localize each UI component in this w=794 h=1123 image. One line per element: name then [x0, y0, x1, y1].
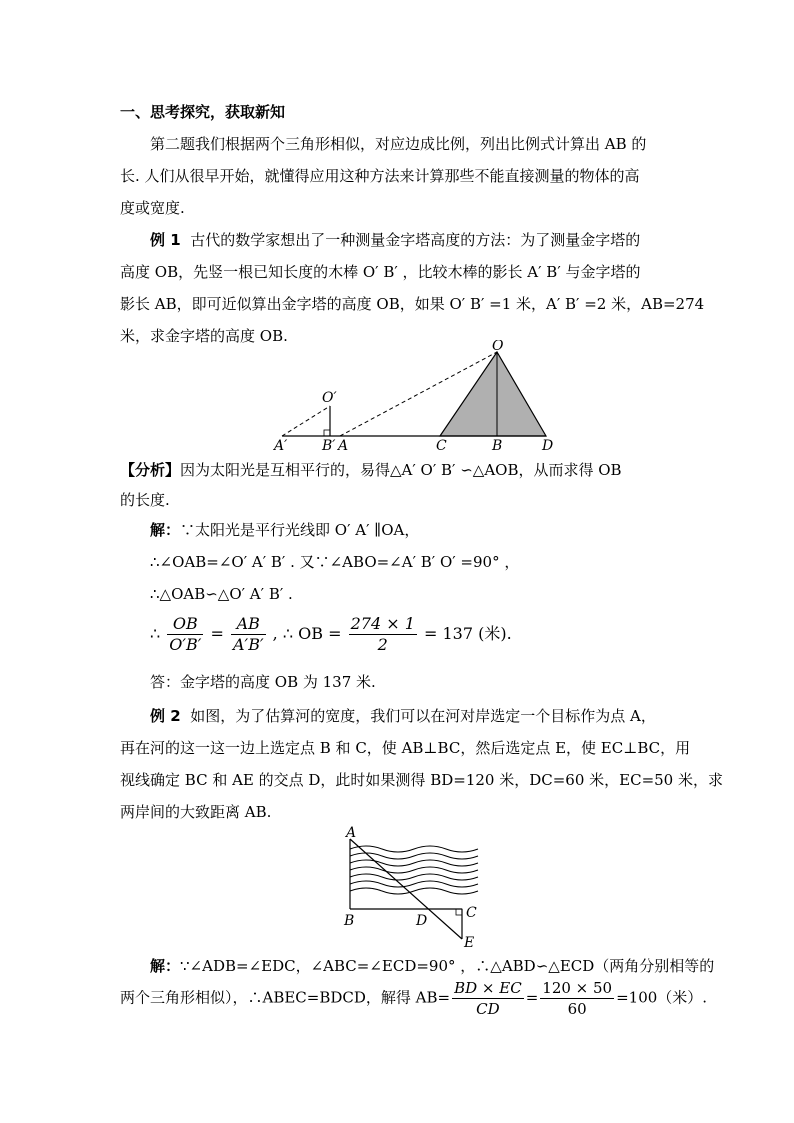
- ex2-f1-num: BD × EC: [454, 979, 522, 997]
- ex2-sol-line-2: 两个三角形相似），∴ABEC=BDCD，解得 AB= $\frac{BD \times EC}{CD}$ = $\frac{120 \times 50}{60}$ =100（米）.: [120, 979, 708, 1018]
- label-O-prime: O′: [322, 390, 337, 406]
- eq-f1-den: O′B′: [169, 635, 202, 654]
- ex2-line-1: [120, 700, 680, 732]
- label-A: A: [338, 438, 349, 454]
- ex2-sol-label: 解：: [150, 957, 181, 975]
- ex2-f1-den: CD: [476, 1000, 500, 1018]
- ex1-equation: ∴ $\frac{OB}{O'B'}$ = $\frac{AB}{A'B'}$ , ∴ OB = $\frac{274 \times 1}{2}$ = 137 (米).: [150, 614, 512, 654]
- analysis-tag: 【分析】: [120, 461, 181, 479]
- intro-line-1: 第二题我们根据两个三角形相似，对应边成比例，列出比例式计算出 AB 的: [150, 135, 647, 153]
- eq-f2-num: AB: [231, 614, 266, 635]
- ex2-line-2: 再在河的这一这一边上选定点 B 和 C，使 AB⊥BC，然后选定点 E，使 EC⊥BC，用: [120, 739, 691, 757]
- ex1-answer: 答：金字塔的高度 OB 为 137 米.: [150, 673, 376, 691]
- ex1-text-1: 古代的数学家想出了一种测量金字塔高度的方法：为了测量金字塔的: [190, 231, 641, 249]
- label-D: D: [542, 438, 554, 454]
- analysis-text-1: 因为太阳光是互相平行的，易得△A′ O′ B′ ∽△AOB，从而求得 OB: [180, 461, 622, 479]
- label-O: O: [492, 340, 504, 354]
- intro-line-2: 长. 人们从很早开始，就懂得应用这种方法来计算那些不能直接测量的物体的高: [120, 167, 640, 185]
- river-figure: [340, 825, 490, 950]
- section-title: 一、思考探究，获取新知: [120, 103, 286, 121]
- ex1-line-1: [120, 224, 680, 256]
- eq-result: = 137 (米).: [423, 624, 512, 643]
- pyramid-triangle: [440, 352, 546, 436]
- label-C: C: [436, 438, 447, 454]
- ex2-sol-pre: 两个三角形相似），∴ABEC=BDCD，解得 AB=: [120, 988, 451, 1007]
- ex1-sol-line-1: [120, 514, 680, 546]
- ex2-label: 例 2: [150, 707, 181, 725]
- ex2-f2-num: 120 × 50: [542, 979, 613, 997]
- eq-fraction-2: [231, 614, 266, 655]
- eq-mid: , ∴ OB =: [272, 624, 342, 643]
- eq-f2-den: A′B′: [233, 635, 264, 654]
- analysis-line-2: 的长度.: [120, 491, 170, 509]
- ex1-sol-text-1: ∵太阳光是平行光线即 O′ A′ ∥OA，: [180, 521, 420, 539]
- right-angle-mark: [324, 430, 330, 436]
- label-E: E: [464, 935, 475, 950]
- eq-f3-den: 2: [377, 635, 388, 654]
- ex2-line-3: 视线确定 BC 和 AE 的交点 D，此时如果测得 BD=120 米，DC=60 米，EC=50 米，求: [120, 771, 723, 789]
- ex1-line-4: 米，求金字塔的高度 OB.: [120, 327, 288, 345]
- river-waves: [350, 846, 478, 894]
- ex1-sol-line-2: ∴∠OAB=∠O′ A′ B′ . 又∵∠ABO=∠A′ B′ O′ =90° ，: [150, 553, 520, 571]
- label-A-prime: A′: [274, 438, 288, 454]
- label-B-prime: B′: [322, 438, 336, 454]
- ex1-line-3: 影长 AB，即可近似算出金字塔的高度 OB，如果 O′ B′ =1 米，A′ B′ =2 米，AB=274: [120, 295, 705, 313]
- ex2-fraction-2: [540, 978, 614, 1019]
- eq-f3-num: 274 × 1: [350, 614, 415, 633]
- ex2-line-4: 两岸间的大致距离 AB.: [120, 803, 272, 821]
- ex2-f2-den: 60: [567, 1000, 587, 1018]
- ex1-sol-label: 解：: [150, 521, 181, 539]
- line-AE: [350, 839, 462, 939]
- label-C: C: [466, 905, 477, 921]
- eq-fraction-3: [349, 614, 417, 655]
- eq-prefix: ∴: [150, 624, 161, 643]
- ex2-fraction-1: [452, 978, 524, 1019]
- ex1-label: 例 1: [150, 231, 181, 249]
- label-A: A: [346, 825, 357, 841]
- label-B: B: [344, 913, 355, 929]
- eq-fraction-1: [167, 614, 203, 655]
- ex2-text-1: 如图，为了估算河的宽度，我们可以在河对岸选定一个目标作为点 A，: [190, 707, 656, 725]
- sun-ray-stick: [282, 406, 330, 436]
- intro-line-3: 度或宽度.: [120, 199, 185, 217]
- label-D: D: [416, 913, 428, 929]
- pyramid-figure: [260, 340, 570, 455]
- right-angle-C: [456, 909, 462, 915]
- analysis-line-1: [120, 454, 680, 486]
- ex2-sol-post: =100（米）.: [616, 988, 708, 1007]
- ex2-sol-text-1: ∵∠ADB=∠EDC，∠ABC=∠ECD=90° ，∴△ABD∽△ECD（两角分别相等的: [180, 957, 715, 975]
- ex1-line-2: 高度 OB，先竖一根已知长度的木棒 O′ B′ ，比较木棒的影长 A′ B′ 与金字塔的: [120, 263, 641, 281]
- label-B: B: [492, 438, 503, 454]
- eq-f1-num: OB: [167, 614, 203, 635]
- ex1-sol-line-3: ∴△OAB∽△O′ A′ B′ .: [150, 585, 293, 603]
